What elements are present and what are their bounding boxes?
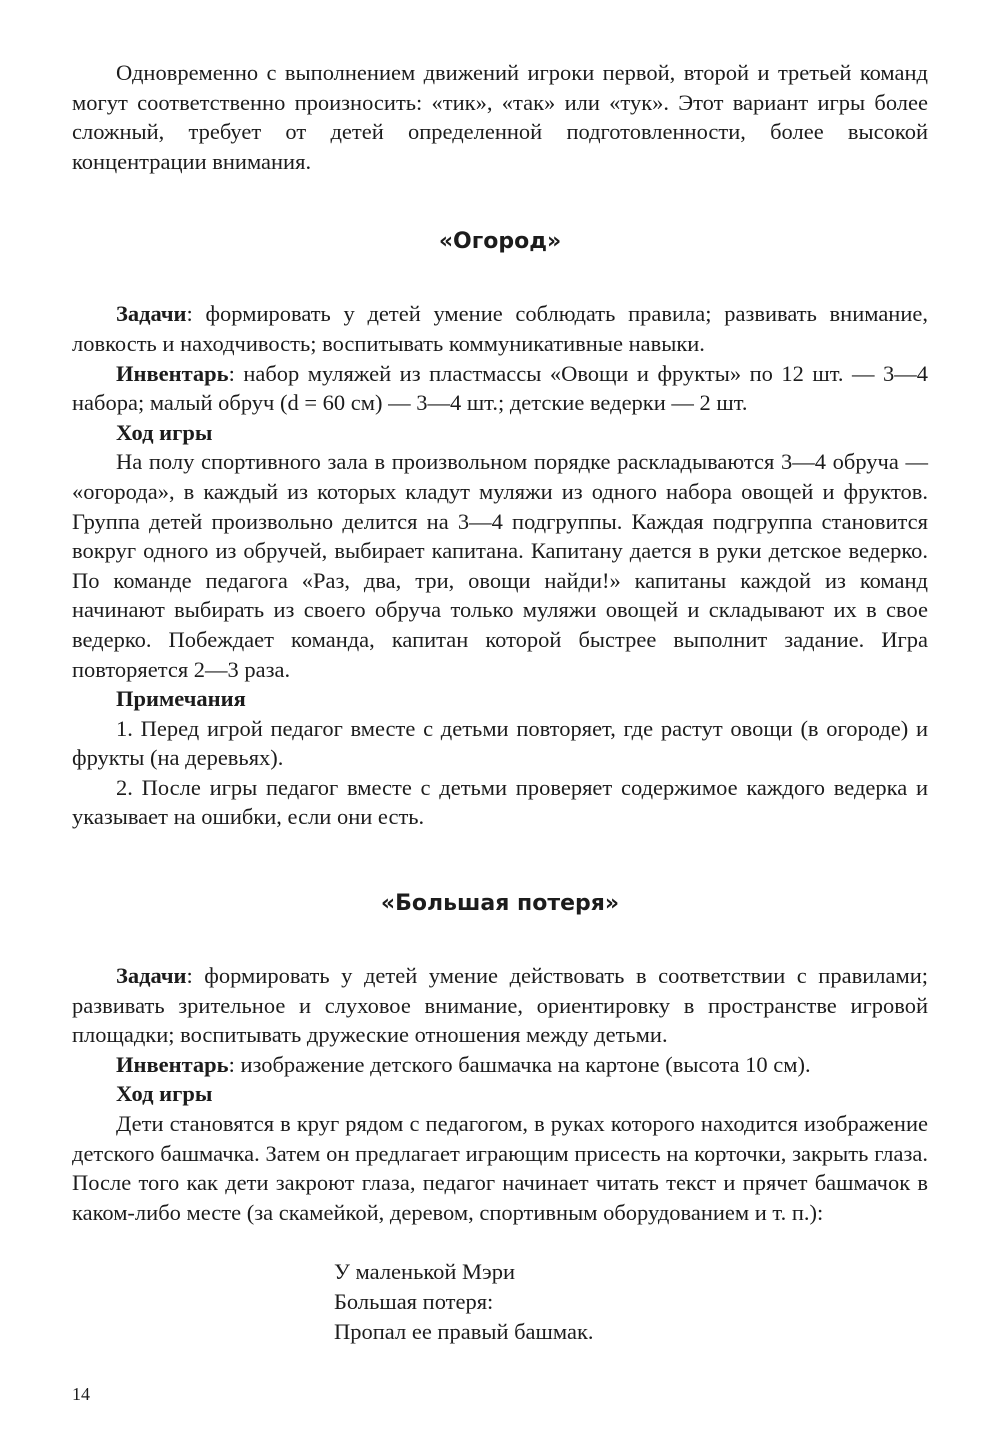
game1-tasks xyxy=(72,299,928,358)
page-number: 14 xyxy=(72,1384,90,1404)
poem-line: У маленькой Мэри xyxy=(334,1259,515,1285)
game1-tasks-label: Задачи xyxy=(116,301,187,327)
game1-note-2: 2. После игры педагог вместе с детьми проверяет содержимое каждого ведерка и указывает на ошибки, если они есть. xyxy=(72,774,928,830)
poem-line: Пропал ее правый башмак. xyxy=(334,1318,594,1344)
game1-notes-heading: Примечания xyxy=(116,686,246,712)
intro-paragraph: Одновременно с выполнением движений игроки первой, второй и третьей команд могут соответственно произносить: «тик», «так» или «тук». Этот вариант игры более сложный, требует от детей определенной подготовленности, более высокой концентрации внимания. xyxy=(72,60,928,174)
poem-line: Большая потеря: xyxy=(334,1289,494,1314)
game2-inventory-label: Инвентарь xyxy=(116,1051,229,1077)
game1-note-1: 1. Перед игрой педагог вместе с детьми повторяет, где растут овощи (в огороде) и фрукты (на деревьях). xyxy=(72,715,928,771)
game1-title: «Огород» xyxy=(438,229,562,255)
game2-tasks xyxy=(72,961,928,1050)
game1-tasks-text: : формировать у детей умение соблюдать правила; развивать внимание, ловкость и находчивость; воспитывать коммуникативные навыки. xyxy=(72,301,928,356)
game2-inventory xyxy=(72,1050,928,1080)
game1-inventory-text: : набор муляжей из пластмассы «Овощи и фрукты» по 12 шт. — 3—4 набора; малый обруч (d = 60 см) — 3—4 шт.; детские ведерки — 2 шт. xyxy=(72,360,928,416)
game2-title: «Большая потеря» xyxy=(380,891,620,917)
game2-course-text: Дети становятся в круг рядом с педагогом, в руках которого находится изображение детского башмачка. Затем он предлагает играющим присесть на корточки, закрыть глаза. После того как дети закроют глаза, педагог начинает читать текст и прячет башмачок в каком-либо месте (за скамейкой, деревом, спортивным оборудованием и т. п.): xyxy=(72,1111,928,1225)
game2-inventory-text: : изображение детского башмачка на картоне (высота 10 см). xyxy=(228,1051,811,1077)
poem xyxy=(334,1257,928,1346)
game2-tasks-label: Задачи xyxy=(116,963,187,989)
game1-inventory xyxy=(72,359,928,418)
game1-course-text: На полу спортивного зала в произвольном порядке раскладываются 3—4 обруча — «огорода», в каждый из которых кладут муляжи из одного набора овощей и фруктов. Группа детей произвольно делится на 3—4 подгруппы. Каждая подгруппа становится вокруг одного из обручей, выбирает капитана. Капитану дается в руки детское ведерко. По команде педагога «Раз, два, три, овощи найди!» капитаны каждой из команд начинают выбирать из своего обруча только муляжи овощей и складывают их в свое ведерко. Побеждает команда, капитан которой быстрее выполнит задание. Игра повторяется 2—3 раза. xyxy=(72,449,928,682)
page-content xyxy=(72,58,928,1346)
game2-course-heading: Ход игры xyxy=(116,1081,213,1107)
game1-course-heading: Ход игры xyxy=(116,419,213,445)
game1-inventory-label: Инвентарь xyxy=(116,360,229,386)
game2-tasks-text: : формировать у детей умение действовать в соответствии с правилами; развивать зрительное и слуховое внимание, ориентировку в пространстве игровой площадки; воспитывать дружеские отношения между детьми. xyxy=(72,963,928,1048)
